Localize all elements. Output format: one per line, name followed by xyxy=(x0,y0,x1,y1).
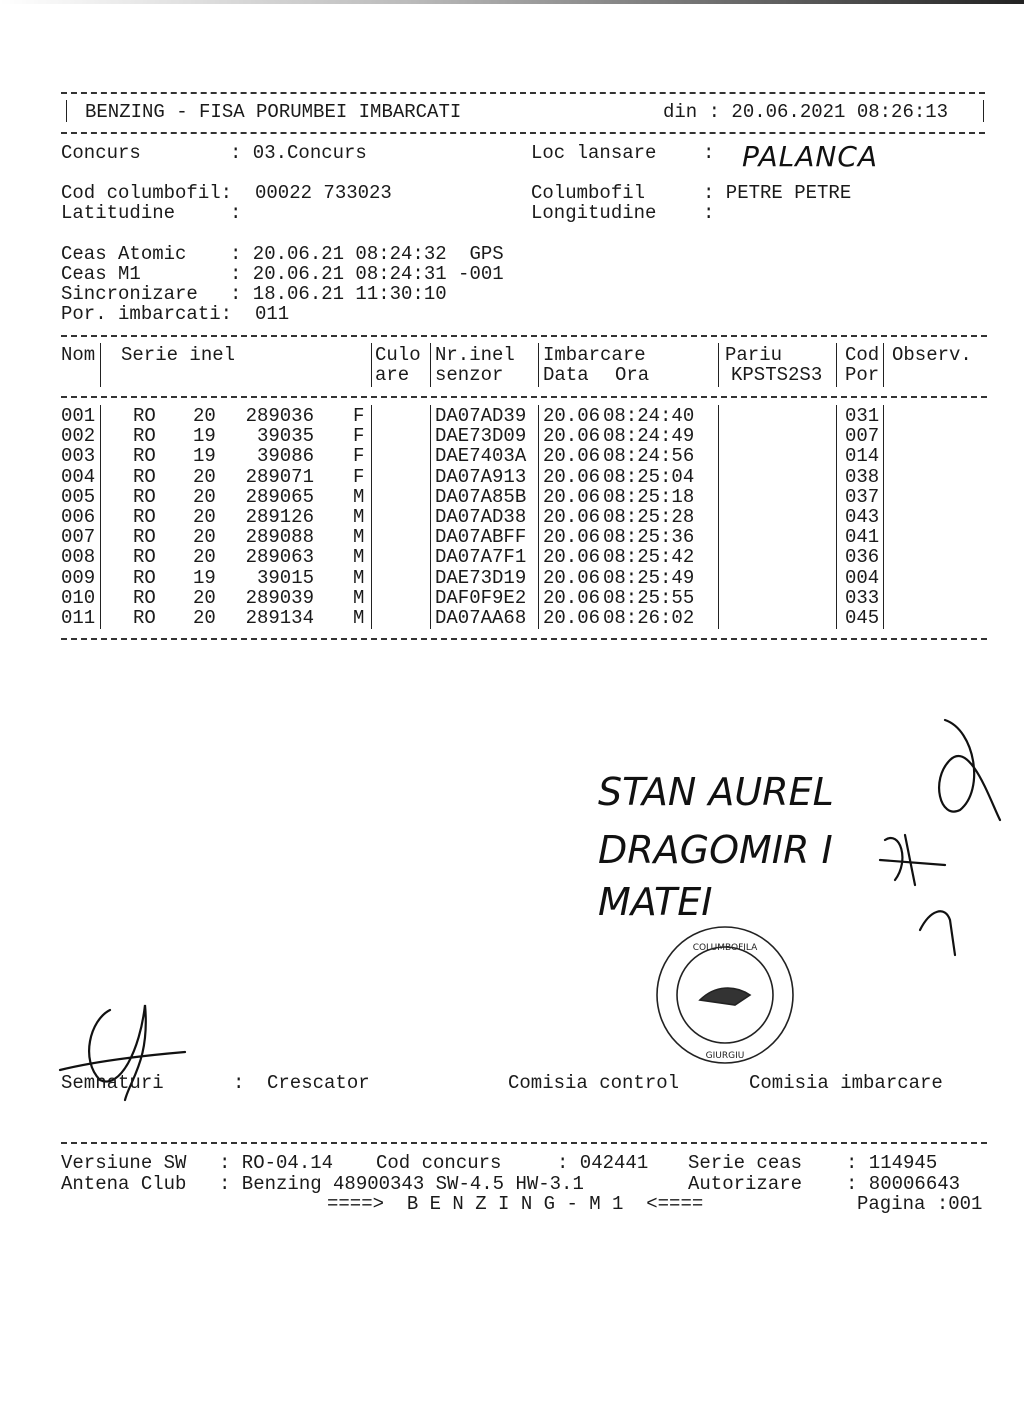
row-date: 20.06 xyxy=(543,405,601,427)
ceas-atomic-value: : 20.06.21 08:24:32 GPS xyxy=(230,243,504,265)
row-cod-por: 041 xyxy=(845,526,880,549)
serie-ceas-value: : 114945 xyxy=(846,1152,938,1174)
row-sex: M xyxy=(353,546,365,569)
row-date: 20.06 xyxy=(543,566,601,589)
row-time: 08:25:42 xyxy=(603,546,695,569)
row-country: RO xyxy=(133,526,156,549)
header-imbarcare: Imbarcare xyxy=(543,344,646,366)
row-sensor: DA07AD39 xyxy=(435,405,527,427)
row-year: 20 xyxy=(193,485,216,508)
row-year: 19 xyxy=(193,445,216,468)
comisia-control-label: Comisia control xyxy=(508,1072,680,1094)
row-sex: M xyxy=(353,607,365,629)
row-nom: 001 xyxy=(61,405,96,427)
row-year: 20 xyxy=(193,465,216,488)
row-sensor: DAE73D09 xyxy=(435,425,527,448)
row-country: RO xyxy=(133,506,156,528)
footer-banner: ====> B E N Z I N G - M 1 <==== xyxy=(327,1193,704,1215)
row-time: 08:25:28 xyxy=(603,506,695,528)
row-year: 20 xyxy=(193,586,216,609)
ceas-m1-value: : 20.06.21 08:24:31 -001 xyxy=(230,263,504,285)
header-ora: Ora xyxy=(615,364,650,386)
row-ring-number: 39035 xyxy=(256,425,314,448)
row-date: 20.06 xyxy=(543,546,601,569)
row-cod-por: 014 xyxy=(845,445,880,468)
autorizare-label: Autorizare xyxy=(688,1173,803,1195)
row-date: 20.06 xyxy=(543,607,601,629)
row-cod-por: 038 xyxy=(845,465,880,488)
row-time: 08:25:36 xyxy=(603,526,695,549)
antena-value: : Benzing 48900343 SW-4.5 HW-3.1 xyxy=(219,1173,584,1195)
row-time: 08:25:18 xyxy=(603,485,695,508)
row-date: 20.06 xyxy=(543,445,601,468)
row-year: 20 xyxy=(193,405,216,427)
row-year: 20 xyxy=(193,607,216,629)
row-ring-number: 39015 xyxy=(256,566,314,589)
row-sensor: DA07A913 xyxy=(435,465,527,488)
versiune-label: Versiune SW xyxy=(61,1152,187,1174)
row-ring-number: 39086 xyxy=(256,445,314,468)
sincronizare-value: : 18.06.21 11:30:10 xyxy=(230,283,447,305)
concurs-label: Concurs xyxy=(61,142,141,164)
autorizare-value: : 80006643 xyxy=(846,1173,961,1195)
row-time: 08:24:56 xyxy=(603,445,695,468)
row-nom: 005 xyxy=(61,485,96,508)
row-cod-por: 036 xyxy=(845,546,880,569)
header-senzor: senzor xyxy=(435,364,504,386)
row-country: RO xyxy=(133,425,156,448)
row-ring-number: 289063 xyxy=(245,546,314,569)
header-kpsts2s3: KPSTS2S3 xyxy=(731,364,823,386)
row-sex: F xyxy=(353,445,365,468)
row-ring-number: 289036 xyxy=(245,405,314,427)
row-year: 20 xyxy=(193,526,216,549)
row-nom: 002 xyxy=(61,425,96,448)
header-serie-inel: Serie inel xyxy=(121,344,236,366)
row-sensor: DA07AA68 xyxy=(435,607,527,629)
row-nom: 011 xyxy=(61,607,96,629)
handwritten-signature-2: DRAGOMIR I xyxy=(598,828,833,872)
row-sensor: DA07A7F1 xyxy=(435,546,527,569)
row-sex: F xyxy=(353,405,365,427)
row-sensor: DA07AD38 xyxy=(435,506,527,528)
row-ring-number: 289134 xyxy=(245,607,314,629)
row-year: 19 xyxy=(193,425,216,448)
comisia-imbarcare-label: Comisia imbarcare xyxy=(749,1072,943,1094)
row-nom: 007 xyxy=(61,526,96,549)
row-cod-por: 045 xyxy=(845,607,880,629)
header-culoare-1: Culo xyxy=(375,344,421,366)
row-sex: M xyxy=(353,586,365,609)
row-time: 08:25:55 xyxy=(603,586,695,609)
columbofil-label: Columbofil xyxy=(531,182,646,204)
row-country: RO xyxy=(133,586,156,609)
row-sensor: DAE7403A xyxy=(435,445,527,468)
row-time: 08:25:49 xyxy=(603,566,695,589)
row-cod-por: 043 xyxy=(845,506,880,528)
longitudine-label: Longitudine xyxy=(531,202,657,224)
cod-concurs-label: Cod concurs xyxy=(376,1152,502,1174)
row-nom: 004 xyxy=(61,465,96,488)
row-date: 20.06 xyxy=(543,586,601,609)
row-country: RO xyxy=(133,485,156,508)
stamp-text: GIURGIU xyxy=(705,1051,745,1061)
row-year: 19 xyxy=(193,566,216,589)
signature-scribble xyxy=(939,720,1000,820)
sincronizare-label: Sincronizare xyxy=(61,283,198,305)
ceas-m1-label: Ceas M1 xyxy=(61,263,141,285)
cod-columbofil-value: 00022 733023 xyxy=(255,182,392,204)
row-year: 20 xyxy=(193,506,216,528)
row-nom: 006 xyxy=(61,506,96,528)
signature-scribble xyxy=(920,911,955,955)
row-sex: F xyxy=(353,465,365,488)
signature-scribble xyxy=(880,835,945,885)
row-date: 20.06 xyxy=(543,506,601,528)
row-cod-por: 004 xyxy=(845,566,880,589)
header-observ: Observ. xyxy=(892,344,972,366)
versiune-value: : RO-04.14 xyxy=(219,1152,334,1174)
cod-columbofil-label: Cod columbofil: xyxy=(61,182,233,204)
row-time: 08:24:49 xyxy=(603,425,695,448)
row-sex: M xyxy=(353,526,365,549)
handwritten-signature-3: MATEI xyxy=(598,880,713,924)
longitudine-colon: : xyxy=(703,202,715,224)
header-data: Data xyxy=(543,364,589,386)
row-cod-por: 033 xyxy=(845,586,880,609)
stamp-text: COLUMBOFILA xyxy=(692,943,758,953)
document-date: din : 20.06.2021 08:26:13 xyxy=(663,101,949,123)
row-cod-por: 031 xyxy=(845,405,880,427)
document-title: BENZING - FISA PORUMBEI IMBARCATI xyxy=(85,101,462,123)
footer-separator xyxy=(61,1142,987,1144)
header-por: Por xyxy=(845,364,880,386)
row-country: RO xyxy=(133,546,156,569)
row-date: 20.06 xyxy=(543,465,601,488)
por-imbarcati-label: Por. imbarcati: xyxy=(61,303,233,325)
row-nom: 009 xyxy=(61,566,96,589)
ceas-atomic-label: Ceas Atomic xyxy=(61,243,187,265)
semnaturi-colon: : xyxy=(233,1072,245,1094)
row-country: RO xyxy=(133,445,156,468)
row-year: 20 xyxy=(193,546,216,569)
row-time: 08:25:04 xyxy=(603,465,695,488)
row-sensor: DAE73D19 xyxy=(435,566,527,589)
row-nom: 008 xyxy=(61,546,96,569)
row-sex: M xyxy=(353,566,365,589)
row-country: RO xyxy=(133,405,156,427)
row-cod-por: 037 xyxy=(845,485,880,508)
row-country: RO xyxy=(133,465,156,488)
page-number: Pagina :001 xyxy=(857,1193,983,1215)
row-ring-number: 289039 xyxy=(245,586,314,609)
row-date: 20.06 xyxy=(543,425,601,448)
semnaturi-label: Semnaturi xyxy=(61,1072,164,1094)
row-sensor: DA07ABFF xyxy=(435,526,527,549)
concurs-value: : 03.Concurs xyxy=(230,142,367,164)
loc-lansare-handwritten: PALANCA xyxy=(742,140,879,173)
row-cod-por: 007 xyxy=(845,425,880,448)
row-date: 20.06 xyxy=(543,485,601,508)
row-ring-number: 289065 xyxy=(245,485,314,508)
row-sex: M xyxy=(353,506,365,528)
row-ring-number: 289088 xyxy=(245,526,314,549)
loc-lansare-colon: : xyxy=(703,142,715,164)
row-ring-number: 289126 xyxy=(245,506,314,528)
header-nr-inel: Nr.inel xyxy=(435,344,515,366)
header-nom: Nom xyxy=(61,344,96,366)
cod-concurs-value: : 042441 xyxy=(557,1152,649,1174)
row-time: 08:24:40 xyxy=(603,405,695,427)
row-country: RO xyxy=(133,566,156,589)
row-sensor: DAF0F9E2 xyxy=(435,586,527,609)
row-country: RO xyxy=(133,607,156,629)
crescator-label: Crescator xyxy=(267,1072,370,1094)
row-time: 08:26:02 xyxy=(603,607,695,629)
row-sex: M xyxy=(353,485,365,508)
header-pariu: Pariu xyxy=(725,344,783,366)
latitudine-label: Latitudine xyxy=(61,202,176,224)
row-nom: 010 xyxy=(61,586,96,609)
row-sex: F xyxy=(353,425,365,448)
por-imbarcati-value: 011 xyxy=(255,303,290,325)
row-sensor: DA07A85B xyxy=(435,485,527,508)
row-ring-number: 289071 xyxy=(245,465,314,488)
latitudine-colon: : xyxy=(230,202,242,224)
header-culoare-2: are xyxy=(375,364,410,386)
row-date: 20.06 xyxy=(543,526,601,549)
columbofil-value: : PETRE PETRE xyxy=(703,182,852,204)
row-nom: 003 xyxy=(61,445,96,468)
handwritten-signature-1: STAN AUREL xyxy=(598,770,834,814)
serie-ceas-label: Serie ceas xyxy=(688,1152,803,1174)
antena-label: Antena Club xyxy=(61,1173,187,1195)
header-cod: Cod xyxy=(845,344,880,366)
loc-lansare-label: Loc lansare xyxy=(531,142,657,164)
